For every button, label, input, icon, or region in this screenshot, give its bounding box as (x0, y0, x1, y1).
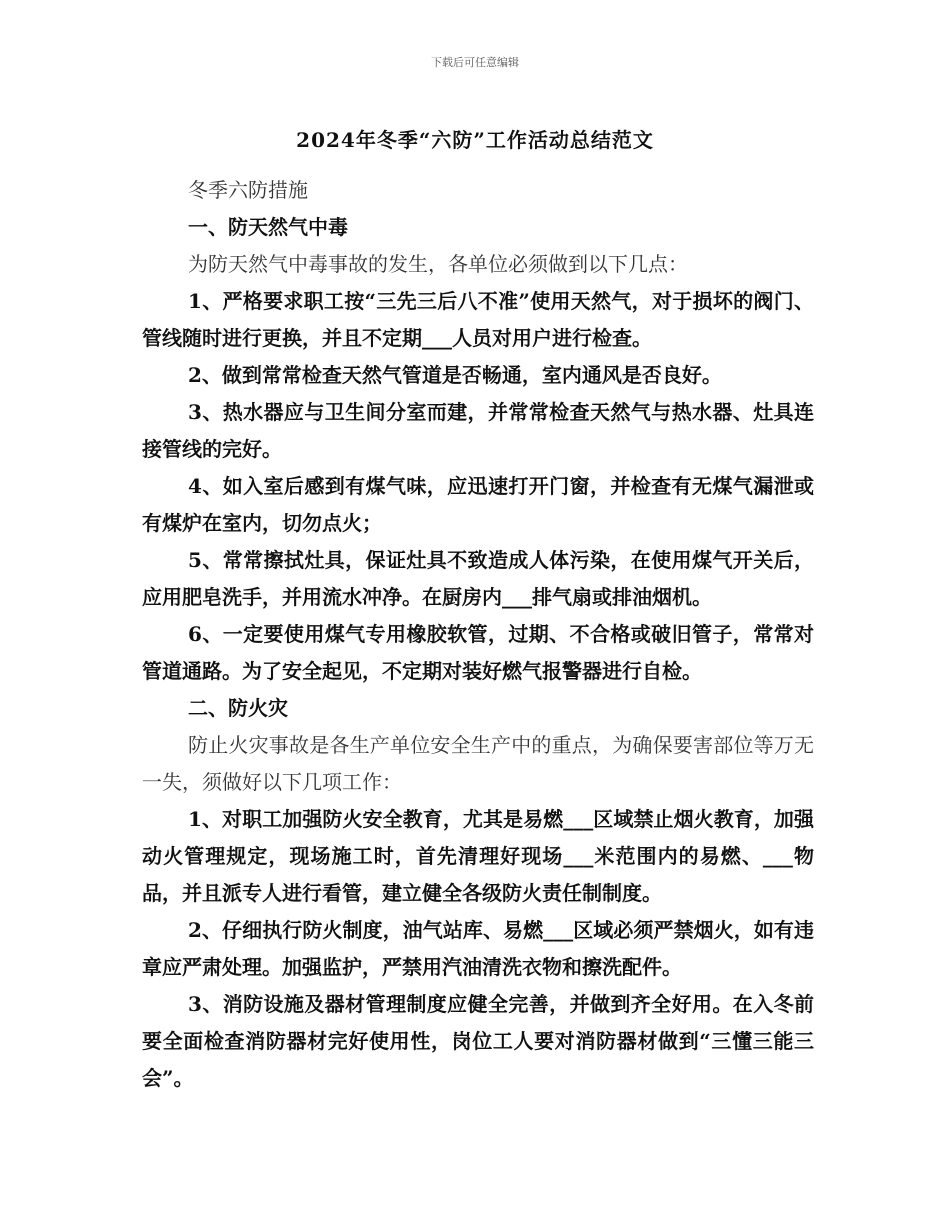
paragraph: 1、严格要求职工按“三先三后八不准”使用天然气，对于损坏的阀门、管线随时进行更换，并且不定期___人员对用户进行检查。 (142, 289, 814, 350)
paragraph: 4、如入室后感到有煤气味，应迅速打开门窗，并检查有无煤气漏泄或有煤炉在室内，切勿点火； (142, 474, 814, 535)
paragraph: 一、防天然气中毒 (188, 215, 348, 239)
paragraph: 为防天然气中毒事故的发生，各单位必须做到以下几点： (188, 252, 688, 276)
document-body (142, 172, 814, 1097)
paragraph: 防止火灾事故是各生产单位安全生产中的重点，为确保要害部位等万无一失，须做好以下几项工作： (142, 733, 814, 794)
paragraph: 3、消防设施及器材管理制度应健全完善，并做到齐全好用。在入冬前要全面检查消防器材完好使用性，岗位工人要对消防器材做到“三懂三能三会”。 (142, 992, 814, 1090)
paragraph: 2、做到常常检查天然气管道是否畅通，室内通风是否良好。 (188, 363, 722, 387)
paragraph: 5、常常擦拭灶具，保证灶具不致造成人体污染，在使用煤气开关后，应用肥皂洗手，并用流水冲净。在厨房内___排气扇或排油烟机。 (142, 548, 814, 609)
header-note: 下载后可任意编辑 (431, 56, 519, 69)
paragraph: 3、热水器应与卫生间分室而建，并常常检查天然气与热水器、灶具连接管线的完好。 (142, 400, 814, 461)
paragraph: 6、一定要使用煤气专用橡胶软管，过期、不合格或破旧管子，常常对管道通路。为了安全起见，不定期对装好燃气报警器进行自检。 (142, 622, 814, 683)
paragraph: 2、仔细执行防火制度，油气站库、易燃___区域必须严禁烟火，如有违章应严肃处理。加强监护，严禁用汽油清洗衣物和擦洗配件。 (142, 918, 814, 979)
paragraph: 1、对职工加强防火安全教育，尤其是易燃___区域禁止烟火教育，加强动火管理规定，现场施工时，首先清理好现场___米范围内的易燃、___物品，并且派专人进行看管，建立健全各级防火责任制制度。 (142, 807, 814, 905)
paragraph: 二、防火灾 (188, 696, 288, 720)
paragraph: 冬季六防措施 (188, 178, 308, 202)
document-title: 2024年冬季“六防”工作活动总结范文 (296, 128, 654, 152)
